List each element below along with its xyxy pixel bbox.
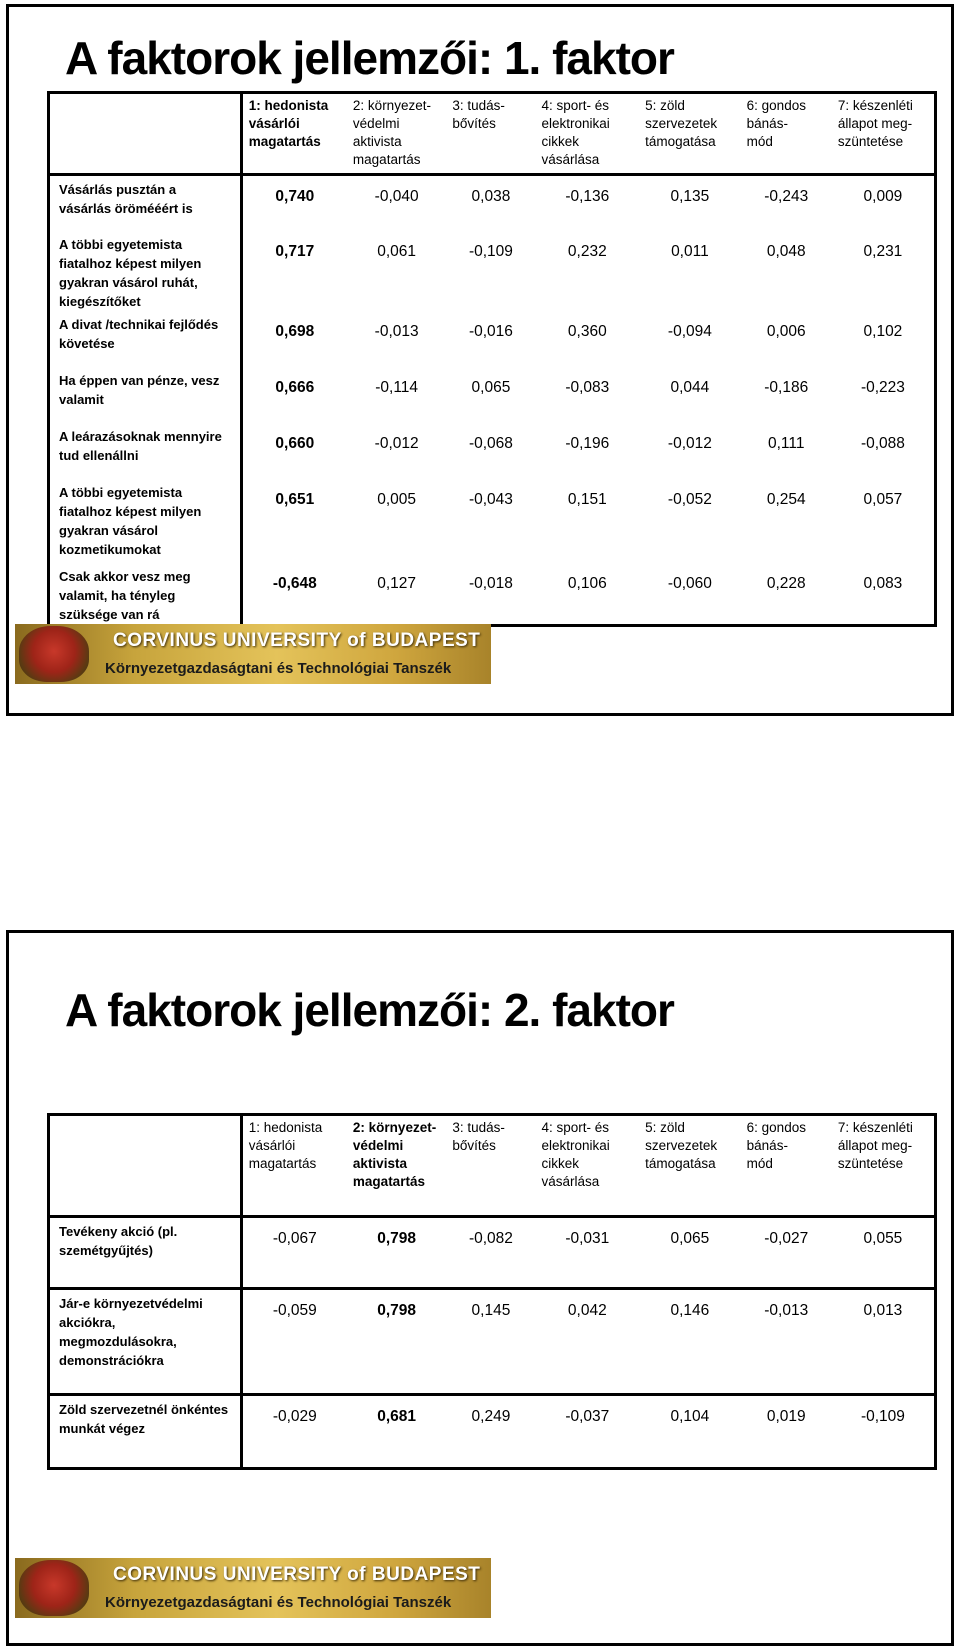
column-header-factor-4 — [536, 1115, 640, 1217]
loading-value: 0,104 — [639, 1395, 741, 1469]
loading-value: -0,018 — [468, 574, 513, 592]
header-corner-cell — [49, 93, 242, 175]
row-label — [49, 311, 242, 367]
loading-value: 0,254 — [766, 490, 806, 508]
table-row — [49, 423, 936, 479]
loading-value: -0,013 — [374, 322, 419, 340]
row-label — [49, 563, 242, 626]
department-name: Környezetgazdaságtani és Technológiai Tanszék — [105, 1594, 452, 1611]
column-header-line: vásárlása — [541, 152, 600, 167]
column-header-line: állapot meg- — [837, 1138, 913, 1153]
loading-value: -0,136 — [565, 188, 610, 205]
table-row — [49, 563, 936, 626]
column-header-line: 4: sport- és — [541, 98, 610, 113]
column-header-line: vásárlása — [541, 1174, 600, 1189]
column-header-line: cikkek — [541, 134, 580, 149]
row-label-line: Tevékeny akció (pl. — [59, 1224, 178, 1239]
column-header-line: aktivista — [352, 1156, 407, 1171]
column-header-line: magatartás — [248, 134, 321, 149]
column-header-line: támogatása — [645, 1156, 716, 1171]
loading-value: 0,038 — [471, 188, 511, 205]
column-header-factor-3 — [446, 93, 535, 175]
header-corner-cell — [49, 1115, 242, 1217]
row-label-line: szüksége van rá — [59, 606, 160, 622]
loading-value: 0,061 — [377, 242, 417, 260]
row-label-line: Vásárlás pusztán a — [59, 182, 177, 197]
column-header-line: 7: készenléti — [837, 98, 913, 113]
loading-value: -0,088 — [860, 434, 905, 452]
table-row — [49, 175, 936, 231]
row-label — [49, 231, 242, 311]
column-header-line: támogatása — [645, 134, 716, 149]
loading-value: 0,660 — [275, 434, 315, 452]
loading-value: -0,243 — [764, 188, 809, 205]
row-label — [49, 175, 242, 231]
column-header-line: elektronikai — [541, 1138, 610, 1153]
loading-value: -0,029 — [241, 1395, 347, 1469]
loading-value: -0,016 — [468, 322, 513, 340]
column-header-line: 1: hedonista — [248, 98, 329, 113]
column-header-factor-2 — [347, 1115, 446, 1217]
row-label-line: A többi egyetemista — [59, 484, 183, 500]
row-label-line: Csak akkor vesz meg — [59, 568, 191, 584]
row-label-line: valamit — [59, 391, 104, 407]
loading-value: 0,228 — [766, 574, 806, 592]
loading-value: 0,009 — [863, 188, 903, 205]
row-label-line: követése — [59, 335, 115, 351]
column-header-line: védelmi — [352, 1138, 404, 1153]
row-label-line: kiegészítőket — [59, 293, 141, 309]
row-label-line: megmozdulásokra, — [59, 1334, 177, 1349]
row-label — [49, 367, 242, 423]
row-label-line: valamit, ha tényleg — [59, 587, 176, 603]
slide-factor-1 — [6, 4, 954, 716]
column-header-line: magatartás — [352, 152, 421, 167]
loading-value: -0,109 — [832, 1395, 936, 1469]
column-header-line: 1: hedonista — [248, 1120, 323, 1135]
factor-2-table — [47, 1113, 937, 1470]
row-label-line: vásárlás örömééért is — [59, 201, 193, 216]
row-label-line: A többi egyetemista — [59, 236, 183, 252]
column-header-factor-7 — [832, 1115, 936, 1217]
loading-value: -0,223 — [860, 378, 905, 396]
loading-value: 0,102 — [863, 322, 903, 340]
row-label — [49, 1395, 242, 1469]
loading-value: -0,648 — [272, 574, 317, 592]
department-name: Környezetgazdaságtani és Technológiai Tanszék — [105, 660, 452, 677]
university-seal-icon — [19, 1560, 89, 1616]
loading-value: 0,127 — [377, 574, 417, 592]
column-header-line: 5: zöld — [645, 1120, 685, 1135]
loading-value: 0,013 — [832, 1289, 936, 1395]
loading-value: 0,055 — [863, 1230, 903, 1247]
row-label-line: Ha éppen van pénze, vesz — [59, 372, 220, 388]
row-label-line: Jár-e környezetvédelmi — [59, 1296, 203, 1311]
column-header-line: cikkek — [541, 1156, 580, 1171]
loading-value: -0,037 — [536, 1395, 640, 1469]
row-label-line: tud ellenállni — [59, 447, 139, 463]
loading-value: 0,151 — [567, 490, 607, 508]
row-label-line: A leárazásoknak mennyire — [59, 428, 222, 444]
loading-value: -0,027 — [764, 1230, 809, 1247]
column-header-factor-1 — [241, 1115, 347, 1217]
loading-value: 0,360 — [567, 322, 607, 340]
column-header-factor-6 — [741, 93, 832, 175]
column-header-line: vásárlói — [248, 116, 300, 131]
column-header-factor-4 — [536, 93, 640, 175]
row-label-line: akciókra, — [59, 1315, 116, 1330]
table-row — [49, 311, 936, 367]
loading-value: 0,681 — [347, 1395, 446, 1469]
table-row — [49, 1289, 936, 1395]
university-seal-icon — [19, 626, 89, 682]
row-label-line: fiatalhoz képest milyen — [59, 255, 202, 271]
column-header-line: elektronikai — [541, 116, 610, 131]
loading-value: 0,798 — [347, 1289, 446, 1395]
factor-1-table — [47, 91, 937, 627]
column-header-line: 6: gondos — [746, 1120, 806, 1135]
loading-value: 0,106 — [567, 574, 607, 592]
column-header-line: 6: gondos — [746, 98, 806, 113]
column-header-line: védelmi — [352, 116, 400, 131]
column-header-line: bővítés — [452, 116, 496, 131]
loading-value: 0,249 — [446, 1395, 535, 1469]
column-header-line: mód — [746, 134, 773, 149]
loading-value: -0,040 — [374, 188, 419, 205]
loading-value: 0,048 — [766, 242, 806, 260]
column-header-line: bővítés — [452, 1138, 496, 1153]
column-header-line: mód — [746, 1156, 773, 1171]
column-header-line: vásárlói — [248, 1138, 296, 1153]
column-header-line: bánás- — [746, 1138, 788, 1153]
loading-value: 0,135 — [670, 188, 710, 205]
column-header-line: 2: környezet- — [352, 1120, 437, 1135]
column-header-factor-7 — [832, 93, 936, 175]
row-label-line: gyakran vásárol — [59, 522, 159, 538]
loading-value: 0,065 — [670, 1230, 710, 1247]
loading-value: -0,013 — [741, 1289, 832, 1395]
loading-value: -0,031 — [565, 1230, 610, 1247]
slide-title: A faktorok jellemzői: 1. faktor — [65, 32, 674, 84]
loading-value: 0,232 — [567, 242, 607, 260]
loading-value: -0,094 — [667, 322, 712, 340]
loading-value: 0,698 — [275, 322, 315, 340]
column-header-line: 4: sport- és — [541, 1120, 610, 1135]
row-label-line: fiatalhoz képest milyen — [59, 503, 202, 519]
column-header-line: 3: tudás- — [452, 1120, 505, 1135]
column-header-line: magatartás — [352, 1174, 425, 1189]
row-label-line: A divat /technikai fejlődés — [59, 316, 219, 332]
loading-value: -0,060 — [667, 574, 712, 592]
loading-value: 0,651 — [275, 490, 315, 508]
column-header-line: magatartás — [248, 1156, 317, 1171]
loading-value: 0,057 — [863, 490, 903, 508]
loading-value: -0,196 — [565, 434, 610, 452]
table-row — [49, 231, 936, 311]
row-label — [49, 479, 242, 563]
column-header-line: szüntetése — [837, 1156, 904, 1171]
loading-value: -0,082 — [468, 1230, 513, 1247]
column-header-line: állapot meg- — [837, 116, 913, 131]
loading-value: 0,065 — [471, 378, 511, 396]
loading-value: 0,145 — [446, 1289, 535, 1395]
column-header-line: aktivista — [352, 134, 402, 149]
loading-value: -0,012 — [374, 434, 419, 452]
column-header-line: 7: készenléti — [837, 1120, 913, 1135]
table-row — [49, 479, 936, 563]
column-header-factor-1 — [241, 93, 347, 175]
column-header-factor-6 — [741, 1115, 832, 1217]
column-header-line: szervezetek — [645, 116, 718, 131]
column-header-factor-3 — [446, 1115, 535, 1217]
loading-value: -0,083 — [565, 378, 610, 396]
university-footer-banner — [15, 624, 491, 684]
loading-value: 0,717 — [275, 242, 315, 260]
column-header-line: szüntetése — [837, 134, 904, 149]
loading-value: 0,006 — [766, 322, 806, 340]
loading-value: -0,059 — [241, 1289, 347, 1395]
column-header-line: 2: környezet- — [352, 98, 431, 113]
loading-value: -0,052 — [667, 490, 712, 508]
slide-factor-2 — [6, 930, 954, 1646]
row-label-line: kozmetikumokat — [59, 541, 161, 557]
loading-value: 0,231 — [863, 242, 903, 260]
column-header-factor-5 — [639, 1115, 741, 1217]
loading-value: -0,109 — [468, 242, 513, 260]
loading-value: 0,042 — [536, 1289, 640, 1395]
table-row — [49, 367, 936, 423]
loading-value: 0,111 — [767, 434, 805, 452]
row-label — [49, 423, 242, 479]
row-label-line: gyakran vásárol ruhát, — [59, 274, 198, 290]
row-label-line: szemétgyűjtés) — [59, 1243, 153, 1258]
loading-value: -0,068 — [468, 434, 513, 452]
column-header-line: 3: tudás- — [452, 98, 505, 113]
column-header-factor-5 — [639, 93, 741, 175]
loading-value: -0,186 — [764, 378, 809, 396]
row-label-line: Zöld szervezetnél önkéntes — [59, 1402, 229, 1417]
row-label — [49, 1289, 242, 1395]
table-row — [49, 1395, 936, 1469]
university-name: CORVINUS UNIVERSITY of BUDAPEST — [113, 1564, 481, 1585]
loading-value: 0,740 — [275, 188, 315, 205]
column-header-factor-2 — [347, 93, 446, 175]
loading-value: 0,019 — [741, 1395, 832, 1469]
loading-value: -0,012 — [667, 434, 712, 452]
university-footer-banner — [15, 1558, 491, 1618]
column-header-line: 5: zöld — [645, 98, 685, 113]
row-label — [49, 1217, 242, 1289]
university-name: CORVINUS UNIVERSITY of BUDAPEST — [113, 630, 481, 651]
loading-value: 0,044 — [670, 378, 710, 396]
loading-value: 0,798 — [377, 1230, 417, 1247]
loading-value: 0,083 — [863, 574, 903, 592]
loading-value: -0,043 — [468, 490, 513, 508]
loading-value: 0,146 — [639, 1289, 741, 1395]
loading-value: 0,666 — [275, 378, 315, 396]
column-header-line: szervezetek — [645, 1138, 718, 1153]
row-label-line: munkát végez — [59, 1421, 145, 1436]
loading-value: -0,067 — [272, 1230, 317, 1247]
loading-value: -0,114 — [375, 378, 419, 396]
loading-value: 0,005 — [377, 490, 417, 508]
row-label-line: demonstrációkra — [59, 1353, 164, 1368]
slide-title: A faktorok jellemzői: 2. faktor — [65, 984, 674, 1036]
table-row — [49, 1217, 936, 1289]
column-header-line: bánás- — [746, 116, 788, 131]
loading-value: 0,011 — [671, 242, 709, 260]
